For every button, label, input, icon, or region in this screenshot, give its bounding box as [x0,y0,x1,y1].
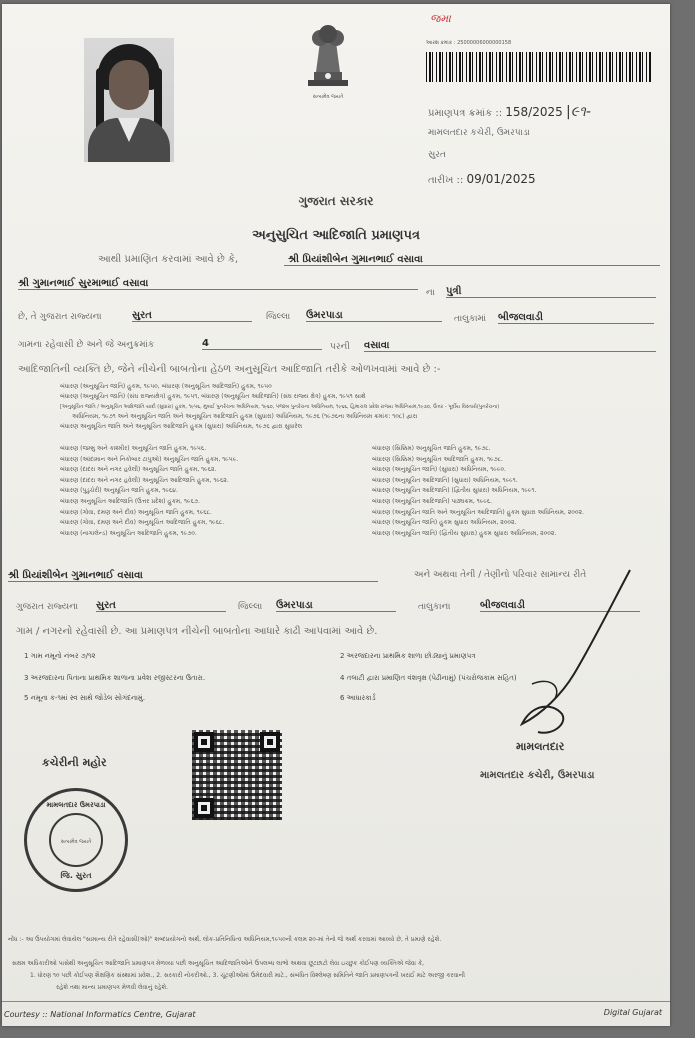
order-line: [અનુસૂચિત જાતિ / અનુસૂચિત આદિજાતિ યાદી (સુધારા) હુકમ, ૧૯૫૬, મુંબઈ પુનર્રચના અધિનિયમ, ૧૯૬૦, પંજાબ પુનર્રચના અધિનિયમ, ૧૯૬૬, હિમાચલ પ્રદેશ રાજ્ય અધિનિયમ,૧૯૭૦, ઉત્તર - પૂર્વીય વિસ્તારો(પુનર્રચના) [60,404,500,410]
order-line: બંધારણ અનુસૂચિત જાતિ અને અનુસૂચિત આદિજાતિ હુકમ (સુધારા) અધિનિયમ, ૧૯૭૬ દ્વારા સુધારેલ [60,423,303,430]
district-value: સુરત [132,310,252,322]
district-label: જિલ્લા [266,312,291,322]
document-item: 3 અરજદારના પિતાના પ્રાથમિક શાળાના પ્રવેશ રજીસ્ટરના ઉતારા. [24,674,206,682]
basis-text: ગામ / નગરનો રહેવાસી છે. આ પ્રમાણપત્ર નીચેની બાબતોના આધારે કાઢી આપવામાં આવે છે. [16,626,378,637]
taluka-label: તાલુકામાં [454,314,487,324]
order-line: બંધારણ (અનુસૂચિત જાતિ) (સંઘ રાજ્યક્ષેત્ર) હુકમ, ૧૯૫૧, બંધારણ (અનુસૂચિત આદિજાતિ) (સંઘ રાજ્ય ક્ષેત્ર) હુકમ, ૧૯૫૧ સાથે [60,393,366,400]
signatory-office: મામલતદાર કચેરી, ઉમરપાડા [480,770,595,781]
order-item: બંધારણ (અનુસૂચિત આદિજાતિ) (સુધારા) અધિનિયમ, ૧૯૯૧. [372,476,518,484]
order-item: બંધારણ (સિક્કિમ) અનુસૂચિત આદિજાતિ હુકમ, ૧૯૭૮. [372,455,503,463]
issue-date: 09/01/2025 [466,172,536,186]
certificate-number-line [428,104,591,120]
certify-text: આથી પ્રમાણિત કરવામાં આવે છે કે, [98,254,239,265]
order-item: બંધારણ (અનુસૂચિત આદિજાતિ) પાઠ્યક્રમ, ૧૯૯૬. [372,497,493,505]
order-item: બંધારણ (અનુસૂચિત જાતિ) (સુધારા) અધિનિયમ, ૧૯૯૦. [372,466,506,474]
applicant-photo [84,38,174,162]
qr-code [192,730,282,820]
order-item: બંધારણ (નાગાલેન્ડ) અનુસૂચિત આદિજાતિ હુકમ, ૧૯૭૦. [60,529,197,537]
gujarat-state-label: ગુજરાત રાજ્યના [16,602,79,612]
stamp-number-line [426,40,511,46]
taluka-value-2: ઉમરપાડા [276,600,396,612]
office-seal-label: કચેરીની મહોર [42,756,107,769]
signature [502,564,642,744]
certificate-number-handwritten: |૯૧- [565,104,591,120]
order-item: બંધારણ (ગોવા, દમણ અને દીવ) અનુસૂચિત જાતિ હુકમ, ૧૯૬૮. [60,508,212,516]
taluka-value: ઉમરપાડા [306,310,442,322]
stamp-number-label: આરશ ક્રમાંક : [426,40,456,46]
order-column-left [60,444,360,539]
order-item: બંધારણ (સિક્કિમ) અનુસૂચિત જાતિ હુકમ, ૧૯૭૮. [372,445,491,452]
footer-bar [2,1001,670,1027]
order-line: બંધારણ (અનુસૂચિત જાતિ) હુકમ, ૧૯૫૦, બંધારણ (અનુસૂચિત આદિજાતિ) હુકમ, ૧૯૫૦ [60,383,272,390]
document-item: 2 અરજદારના પ્રાથમિક શાળા છોડ્યાનું પ્રમાણપત્ર [340,652,476,660]
village-value: બીજલવાડી [498,312,654,324]
order-column-right [372,444,668,539]
barcode [426,52,652,82]
office-line-2: સુરત [428,150,446,160]
relation: પુત્રી [446,286,656,298]
certificate-page [2,4,670,1026]
government-title: ગુજરાત સરકાર [298,194,374,208]
order-item: બંધારણ (આંદામાન અને નિકોબાર ટાપુઓ) અનુસૂચિત જાતિ હુકમ, ૧૯૫૯. [60,455,239,463]
order-item: બંધારણ (અનુસૂચિત જાતિ અને અનુસૂચિત આદિજાતિ) હુકમ સુધારા અધિનિયમ, ૨૦૦૨. [372,508,584,516]
order-item: બંધારણ (અનુસૂચિત જાતિ) હુકમ સુધારા અધિનિયમ, ૨૦૦૨. [372,519,517,527]
applicant-name-2: શ્રી પ્રિયાંશીબેન ગુમાનભાઈ વસાવા [8,570,378,582]
document-item: 1 ગામ નમૂનો નંબર ૭/૧૨ [24,652,96,660]
order-item: બંધારણ (ગોવા, દમણ અને દીવ) અનુસૂચિત આદિજાતિ હુકમ, ૧૯૬૮. [60,519,225,527]
national-emblem-icon [298,22,358,102]
state-prefix: છે, તે ગુજરાત રાજ્યના [18,312,102,322]
taluka-label-2: તાલુકાના [418,602,451,612]
stamp-number: 25000006000000158 [457,40,512,46]
order-lines [60,382,664,432]
signatory-title: મામલતદાર [516,740,565,753]
order-item: બંધારણ (દાદરા અને નગર હવેલી) અનુસૂચિત જાતિ હુકમ, ૧૯૬૨. [60,466,217,474]
order-item: બંધારણ (અનુસૂચિત આદિજાતિ) (દ્વિતીય સુધારા) અધિનિયમ, ૧૯૯૧. [372,487,537,495]
village-value-2: બીજલવાડી [480,600,640,612]
validity-line-3: રહેશે તથા માન્ય પ્રમાણપત્ર મેળવી લેવાનું રહેશે. [56,984,169,991]
note-line: નોંધ :- આ ઉપયોગમાં લેવાયેલ "સામાન્ય રીતે રહેવાસી(ઓ)" શબ્દપ્રયોગનો અર્થ, લોક-પ્રતિનિધિત્વ અધિનિયમ,૧૯૫૦ની કલમ ૨૦-માં તેનો જે અર્થ કરવામાં આવ્યો છે, તે પ્રમાણે રહેશે. [8,936,442,943]
order-item: બંધારણ અનુસૂચિત આદિજાતિ (ઉત્તર પ્રદેશ) હુકમ, ૧૯૬૭. [60,497,200,505]
footer-courtesy: Courtesy :: National Informatics Centre, Gujarat [4,1010,196,1019]
order-item: બંધારણ (જમ્મુ અને કાશ્મીર) અનુસૂચિત જાતિ હુકમ, ૧૯૫૬. [60,445,207,452]
order-item: બંધારણ (અનુસૂચિત જાતિ) (દ્વિતીય સુધારા) હુકમ સુધારા અધિનિયમ, ૨૦૦૨. [372,529,557,537]
serial-number: 4 [202,338,322,350]
date-line [428,172,536,186]
tribe-description: આદિજાતિની વ્યક્તિ છે, જેને નીચેની બાબતોના હેઠળ અનુસૂચિત આદિજાતિ તરીકે ઓળખવામાં આવે છે :- [18,364,441,375]
applicant-name: શ્રી પ્રિયાંશીબેન ગુમાનભાઈ વસાવા [284,254,660,266]
validity-line-2: 1. ધોરણ ૧૦ પછી કોઈપણ શૈક્ષણિક સંસ્થામાં પ્રવેશ., 2. સરકારી નોકરીઓ., 3. ચૂંટણીઓમાં ઉમેદવારી માટે., સંબંધિત વિશ્લેષણ સમિતિને જાતિ પ્રમાણપત્રની ખરાઈ માટે અરજી કરવાની [30,972,465,979]
district-label-2: જિલ્લા [238,602,263,612]
certificate-number: 158/2025 [505,105,563,119]
office-line-1: મામલતદાર કચેરી, ઉમરપાડા [428,128,530,138]
emblem-motto: સત્યમેવ જયતે [312,94,344,100]
order-item: બંધારણ (દાદરા અને નગર હવેલી) અનુસૂચિત આદિજાતિ હુકમ, ૧૯૬૨. [60,476,229,484]
na-label: ના [426,288,435,298]
document-item: 5 નમૂના ક-૧માં સ્વ સાથે જોડેલ સોગંદનામું. [24,694,146,702]
footer-digital-gujarat: Digital Gujarat [603,1008,662,1017]
certificate-title: અનુસુચિત આદિજાતિ પ્રમાણપત્ર [252,228,420,243]
document-item: 4 તલાટી દ્વારા પ્રમાણિત વંશવૃક્ષ (પેઢીનામું) (પંચરોજકામ સહિત) [340,674,517,682]
office-round-seal [24,788,128,892]
certificate-number-label: પ્રમાણપત્ર ક્રમાંક :: [428,108,503,119]
order-item: બંધારણ (પુડુચેરી) અનુસૂચિત જાતિ હુકમ, ૧૯૬૪. [60,487,178,495]
order-line: અધિનિયમ, ૧૯૭૧ અને અનુસૂચિત જાતિ અને અનુસૂચિત આદિજાતિ હુકમ (સુધારા) અધિનિયમ, ૧૯૭૬ (૧૯૭૬ના અધિનિયમ ક્રમાંક: ૧૦૮) દ્વારા [72,413,418,420]
family-text: અને અથવા તેની / તેણીનો પરિવાર સામાન્ય રીતે [414,570,587,580]
parni-label: પરની [330,342,350,352]
red-handwritten-mark: જમા [430,12,451,25]
seal-bottom-text: જિ. સુરત [60,871,92,880]
seal-top-text: મામલતદાર ઉમરપાડા [46,801,106,809]
resident-text: ગામના રહેવાસી છે અને જે અનુક્રમાંક [18,340,155,350]
document-item: 6 આધારકાર્ડ [340,694,376,702]
district-value-2: સુરત [96,600,226,612]
father-name: શ્રી ગુમાનભાઈ સુરમાભાઈ વસાવા [18,278,418,290]
seal-center-text: સત્યમેવ જયતે [60,839,92,845]
tribe-value: વસાવા [364,340,656,352]
validity-line-1: સક્ષમ અધિકારીઓ પાસેથી અનુસૂચિત આદિજાતિ પ્રમાણપત્ર મેળવ્યા પછી અનુસૂચિત આદિજાતિઓને ઉપલબ્ધ લાભો અથવા છૂટછાટો લેવા ઇચ્છુક કોઈપણ વ્યક્તિએ જેવા કે, [12,960,425,967]
date-label: તારીખ :: [428,175,464,186]
